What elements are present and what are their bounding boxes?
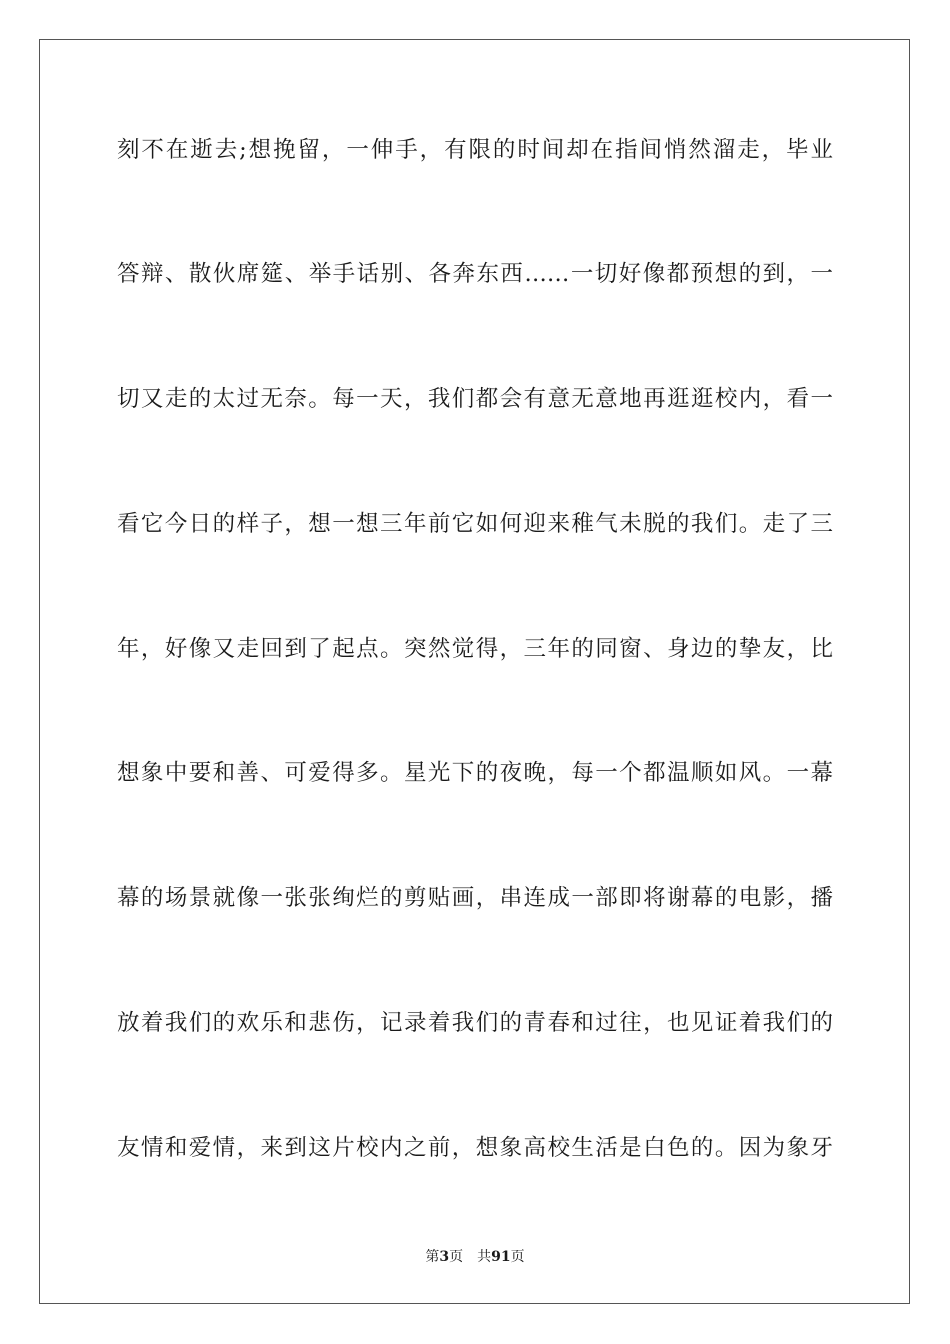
body-text-line-2: 答辩、散伙席筵、举手话别、各奔东西……一切好像都预想的到，一 (117, 261, 833, 287)
total-pages: 91 (491, 1249, 511, 1265)
body-text-line-4: 看它今日的样子，想一想三年前它如何迎来稚气未脱的我们。走了三 (117, 511, 833, 537)
page-label-prefix: 第 (425, 1249, 440, 1265)
page-border (39, 39, 910, 1304)
page-label-suffix: 页 (449, 1249, 464, 1265)
body-text-line-5: 年，好像又走回到了起点。突然觉得，三年的同窗、身边的挚友，比 (117, 636, 833, 662)
page-number: 3 (439, 1249, 450, 1265)
body-text-line-6: 想象中要和善、可爱得多。星光下的夜晚，每一个都温顺如风。一幕 (117, 760, 833, 786)
body-text-line-3: 切又走的太过无奈。每一天，我们都会有意无意地再逛逛校内，看一 (117, 386, 833, 412)
total-label-prefix: 共 (477, 1249, 492, 1265)
body-text-line-7: 幕的场景就像一张张绚烂的剪贴画，串连成一部即将谢幕的电影，播 (117, 885, 833, 911)
page-footer (0, 1248, 950, 1266)
body-text-line-1: 刻不在逝去;想挽留，一伸手，有限的时间却在指间悄然溜走，毕业 (117, 137, 833, 163)
body-text-line-8: 放着我们的欢乐和悲伤，记录着我们的青春和过往，也见证着我们的 (117, 1010, 833, 1036)
body-text-line-9: 友情和爱情，来到这片校内之前，想象高校生活是白色的。因为象牙 (117, 1135, 833, 1161)
total-label-suffix: 页 (510, 1249, 525, 1265)
